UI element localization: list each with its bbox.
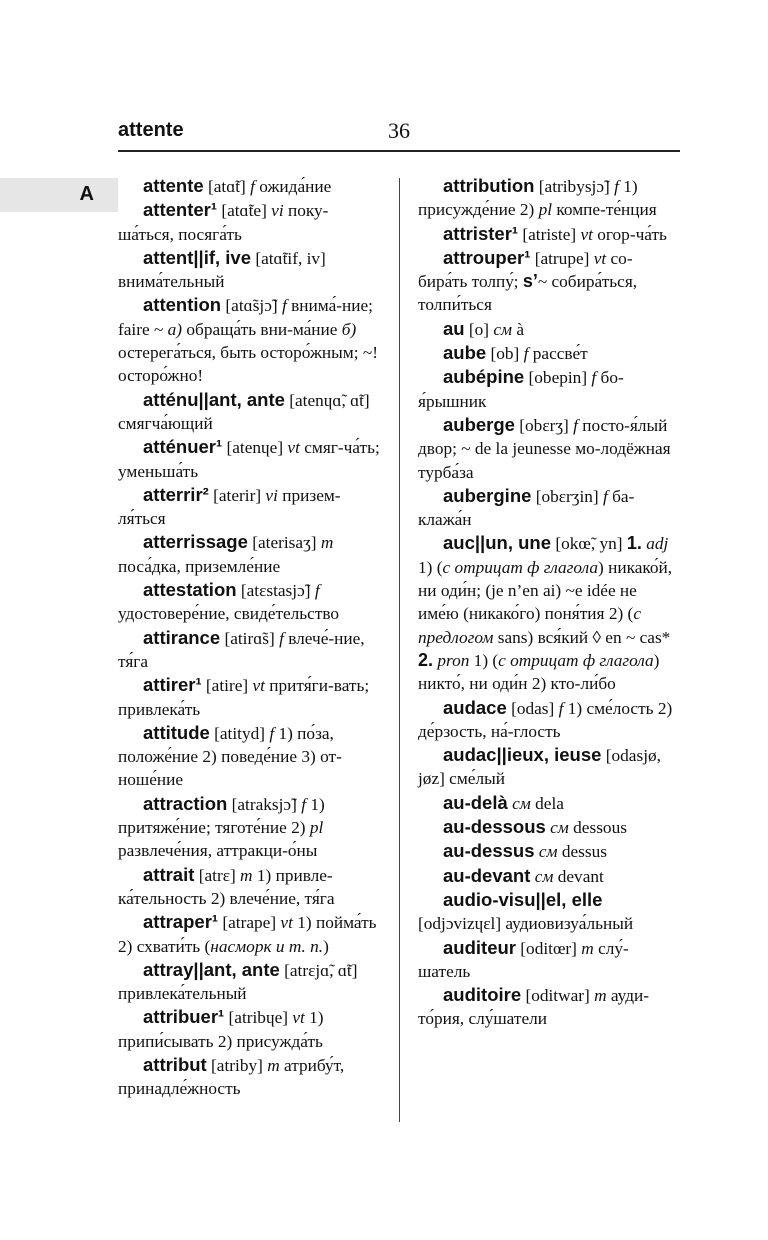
entry-text: остерега́ться, быть осторо́жным; ~! осторо́жно!: [118, 343, 378, 386]
headword: attente: [143, 175, 204, 196]
entry-text: ба-клажа́н: [418, 486, 635, 530]
entry-text: [atribysjɔ̃]: [534, 177, 615, 196]
entry-text: атрибу́т, принадле́жность: [118, 1055, 345, 1099]
dictionary-entry: [418, 531, 680, 695]
entry-text: [atɑ̃sjɔ̃]: [221, 296, 282, 316]
dictionary-entry: [118, 578, 380, 626]
grammar-label: f: [279, 628, 284, 648]
entry-text: [atɛstasjɔ̃]: [236, 581, 315, 601]
entry-text: [okœ̃, yn]: [551, 534, 627, 554]
dictionary-entry: [118, 910, 380, 958]
dictionary-entry: [418, 839, 680, 863]
entry-text: [atrɛ]: [194, 865, 241, 885]
headword: attention: [143, 294, 222, 316]
dictionary-entry: [418, 936, 680, 984]
headword: attraper¹: [143, 911, 219, 933]
dictionary-entry: [418, 222, 680, 246]
entry-text: [aterir]: [208, 485, 266, 505]
grammar-label: vt: [593, 248, 607, 268]
sense-marker: 2.: [418, 649, 434, 670]
headword: audio-visu||el, elle: [443, 888, 603, 910]
headword: attent||if, ive: [143, 246, 252, 268]
headword: auditeur: [443, 936, 516, 958]
headword: attrouper¹: [443, 246, 531, 268]
entry-text: ~ собира́ться, толпи́ться: [418, 272, 638, 315]
page-header: [118, 118, 680, 152]
dictionary-entry: [118, 246, 380, 294]
entry-text: со-бира́ть толпу́;: [418, 248, 633, 292]
entry-text: 1) сме́лость 2) де́рзость, на́-глость: [418, 698, 673, 741]
entry-text: [obɛrʒin]: [531, 486, 603, 506]
entry-text: [obepin]: [524, 368, 592, 388]
dictionary-entry: [118, 435, 380, 483]
grammar-label: f: [591, 368, 597, 388]
entry-text: [atrape]: [218, 913, 281, 933]
entry-text: поса́дка, приземле́ние: [118, 556, 281, 576]
entry-text: [atriby]: [206, 1055, 268, 1075]
headword: auberge: [443, 413, 515, 435]
dictionary-entry: [418, 484, 680, 532]
entry-text: [odjɔvizɥɛl] аудиовизуа́льный: [418, 914, 634, 934]
grammar-label: f: [301, 794, 306, 814]
entry-text: [atirɑ̃s]: [220, 628, 280, 648]
dictionary-entry: [118, 673, 380, 721]
dictionary-entry: [118, 792, 380, 863]
grammar-label: m: [320, 533, 334, 553]
entry-text: 1) присужде́ние 2): [418, 177, 638, 220]
headword: attribut: [143, 1053, 207, 1075]
grammar-label: с предлогом: [418, 604, 641, 647]
entry-text: [atenɥɑ̃, ɑ̃t] смягча́ющий: [118, 390, 370, 433]
grammar-label: f: [250, 177, 255, 196]
headword: attirance: [143, 626, 221, 648]
grammar-label: vi: [265, 485, 278, 505]
dictionary-entry: [418, 246, 680, 317]
dictionary-entry: [418, 983, 680, 1031]
entry-text: dela: [530, 793, 564, 813]
grammar-label: adj: [646, 534, 669, 554]
entry-text: [atrupe]: [530, 248, 594, 268]
headword: attirer¹: [143, 674, 202, 696]
entry-text: ) никто́, ни оди́н 2) кто-ли́бо: [418, 650, 660, 694]
dictionary-entry: [118, 1053, 380, 1101]
entry-text: [odasjø, jøz] сме́лый: [418, 746, 661, 789]
grammar-label: m: [581, 938, 594, 958]
headword: au-devant: [443, 864, 531, 886]
grammar-label: m: [594, 986, 607, 1006]
grammar-label: vt: [580, 224, 593, 244]
headword: attribuer¹: [143, 1006, 225, 1028]
dictionary-entry: [418, 815, 680, 839]
headword: attenter¹: [143, 199, 218, 221]
entry-text: огор-ча́ть: [592, 224, 667, 244]
grammar-label: vt: [287, 438, 300, 458]
headword: attray||ant, ante: [143, 958, 280, 980]
dictionary-entry: [118, 198, 380, 246]
headword: attrait: [143, 863, 195, 885]
dictionary-entry: [418, 888, 680, 936]
entry-text: компе-те́нция: [552, 200, 657, 220]
headword: audac||ieux, ieuse: [443, 744, 602, 766]
entry-text: [atenɥe]: [222, 438, 288, 458]
entry-text: 1) (: [418, 557, 443, 577]
entry-text: [atɑ̃te]: [217, 201, 272, 221]
entry-text: dessous: [568, 818, 627, 838]
dictionary-entry: [118, 530, 380, 578]
dictionary-entry: [418, 341, 680, 365]
dictionary-entry: [418, 365, 680, 413]
sense-marker: s’: [522, 271, 538, 292]
headword: attitude: [143, 721, 210, 743]
entry-text: [oditœr]: [515, 938, 582, 958]
entry-text: 1) припи́сывать 2) присужда́ть: [118, 1008, 324, 1051]
dictionary-entry: [118, 1005, 380, 1053]
grammar-label: f: [314, 581, 320, 601]
dictionary-entry: [418, 743, 680, 791]
grammar-label: см: [534, 866, 554, 886]
dictionary-entry: [118, 388, 380, 436]
entry-text: [odas]: [506, 698, 559, 718]
headword: atterrissage: [143, 531, 248, 553]
entry-text: à: [512, 319, 525, 339]
entry-text: развлече́ния, аттракци-о́ны: [118, 841, 318, 861]
grammar-label: f: [281, 296, 287, 316]
entry-text: смяг-ча́ть; уменьша́ть: [118, 438, 380, 481]
headword: atterrir²: [143, 483, 209, 505]
entry-text: ): [323, 936, 329, 956]
grammar-label: а): [167, 319, 183, 339]
entry-text: влече́-ние, тя́га: [118, 628, 365, 671]
grammar-label: насморк и т. п.: [210, 936, 324, 956]
page-number: 36: [388, 118, 410, 143]
grammar-label: vt: [280, 913, 293, 933]
dictionary-entry: [418, 174, 680, 222]
entry-text: [atityd]: [209, 723, 270, 743]
headword: au-dessous: [443, 816, 546, 838]
grammar-label: f: [602, 486, 608, 506]
entry-text: [aterisaʒ]: [247, 533, 321, 553]
headword: attestation: [143, 579, 237, 601]
left-column: [118, 174, 380, 1101]
section-letter: A: [79, 183, 94, 205]
entry-text: 1) (: [469, 650, 499, 670]
grammar-label: vt: [292, 1008, 305, 1028]
entry-text: [atɑ̃t]: [203, 177, 251, 196]
entry-text: [atraksjɔ̃]: [227, 794, 302, 814]
entry-text: поку-ша́ться, посяга́ть: [118, 201, 329, 244]
dictionary-entry: [118, 626, 380, 674]
dictionary-entry: [418, 791, 680, 815]
headword: aubépine: [443, 366, 525, 388]
entry-text: удостовере́ние, свиде́тельство: [118, 604, 340, 624]
grammar-label: см: [538, 842, 558, 862]
headword: audace: [443, 696, 507, 718]
grammar-label: см: [512, 793, 531, 813]
dictionary-entry: [418, 317, 680, 341]
entry-text: [obɛrʒ]: [514, 415, 574, 435]
entry-text: ожида́ние: [254, 177, 332, 196]
entry-text: devant: [553, 866, 604, 886]
headword: attraction: [143, 792, 228, 814]
entry-text: dessus: [557, 842, 607, 862]
grammar-label: m: [267, 1055, 280, 1075]
headword: auditoire: [443, 984, 522, 1006]
grammar-label: vi: [271, 201, 284, 221]
grammar-label: f: [558, 698, 564, 718]
dictionary-entry: [118, 958, 380, 1006]
entry-text: внима́-ние; faire ~: [118, 296, 373, 339]
sense-marker: 1.: [626, 533, 642, 554]
letter-thumb-tab: [0, 178, 118, 212]
grammar-label: см: [550, 818, 569, 838]
entry-text: обраща́ть вни-ма́ние: [182, 319, 342, 339]
entry-text: [ob]: [486, 344, 524, 364]
entry-text: ) никако́й, ни оди́н; (je n’en ai) ~e idée не име́ю (никако́го) поня́тия 2) (: [418, 557, 673, 624]
entry-text: [atribɥe]: [224, 1008, 293, 1028]
grammar-label: f: [523, 344, 529, 364]
entry-text: бо-я́рышник: [418, 368, 624, 411]
column-divider: [399, 178, 400, 1122]
entry-text: [atriste]: [518, 224, 581, 244]
entry-text: посто-я́лый двор; ~ de la jeunesse мо-лодёжная турба́за: [418, 415, 671, 482]
grammar-label: f: [614, 177, 619, 196]
grammar-label: см: [493, 319, 513, 339]
entry-text: ауди-то́рия, слу́шатели: [418, 986, 650, 1029]
entry-text: [atɑ̃tif, iv] внима́тельный: [118, 248, 326, 292]
grammar-label: б): [341, 319, 357, 339]
entry-text: 1) притяже́ние; тяготе́ние 2): [118, 794, 325, 838]
headword: au: [443, 317, 465, 339]
dictionary-entry: [418, 413, 680, 484]
dictionary-entry: [418, 864, 680, 888]
grammar-label: pl: [309, 818, 324, 838]
grammar-label: f: [573, 415, 578, 435]
headword: attribution: [443, 175, 535, 196]
headword: au-dessus: [443, 840, 535, 862]
entry-text: призем-ля́ться: [118, 485, 341, 529]
headword: atténu||ant, ante: [143, 388, 285, 410]
headword: aube: [443, 342, 487, 364]
entry-text: [oditwar]: [521, 986, 595, 1006]
entry-text: [o]: [464, 319, 494, 339]
grammar-label: f: [269, 723, 275, 743]
entry-text: [atrɛjɑ̃, ɑ̃t] привлека́тельный: [118, 960, 358, 1004]
dictionary-entry: [118, 863, 380, 911]
headword: aubergine: [443, 484, 532, 506]
grammar-label: pl: [538, 200, 553, 220]
dictionary-entry: [118, 293, 380, 387]
grammar-label: с отрицат ф глагола: [498, 650, 654, 670]
grammar-label: vt: [252, 676, 265, 696]
entry-text: рассве́т: [528, 344, 588, 364]
headword: atténuer¹: [143, 436, 223, 458]
grammar-label: с отрицат ф глагола: [442, 557, 598, 577]
dictionary-entry: [418, 696, 680, 744]
headword: au-delà: [443, 791, 508, 813]
entry-text: 1) по́за, положе́ние 2) поведе́ние 3) от-ноше́ние: [118, 723, 342, 790]
grammar-label: m: [240, 865, 253, 885]
dictionary-entry: [118, 483, 380, 531]
grammar-label: pron: [437, 650, 470, 670]
entry-text: sans) вся́кий ◊ en ~ cas*: [493, 627, 671, 647]
dictionary-entry: [118, 174, 380, 198]
right-column: [418, 174, 680, 1031]
entry-text: [atire]: [201, 676, 253, 696]
headword: attrister¹: [443, 222, 519, 244]
running-head: attente: [118, 119, 184, 141]
entry-text: 1) привле-ка́тельность 2) влече́ние, тя́га: [118, 865, 335, 908]
headword: auc||un, une: [443, 532, 552, 554]
entry-text: слу́-шатель: [418, 938, 629, 981]
dictionary-entry: [118, 721, 380, 792]
entry-text: 1) пойма́ть 2) схвати́ть (: [118, 913, 377, 956]
entry-text: притя́ги-вать; привлека́ть: [118, 676, 370, 719]
